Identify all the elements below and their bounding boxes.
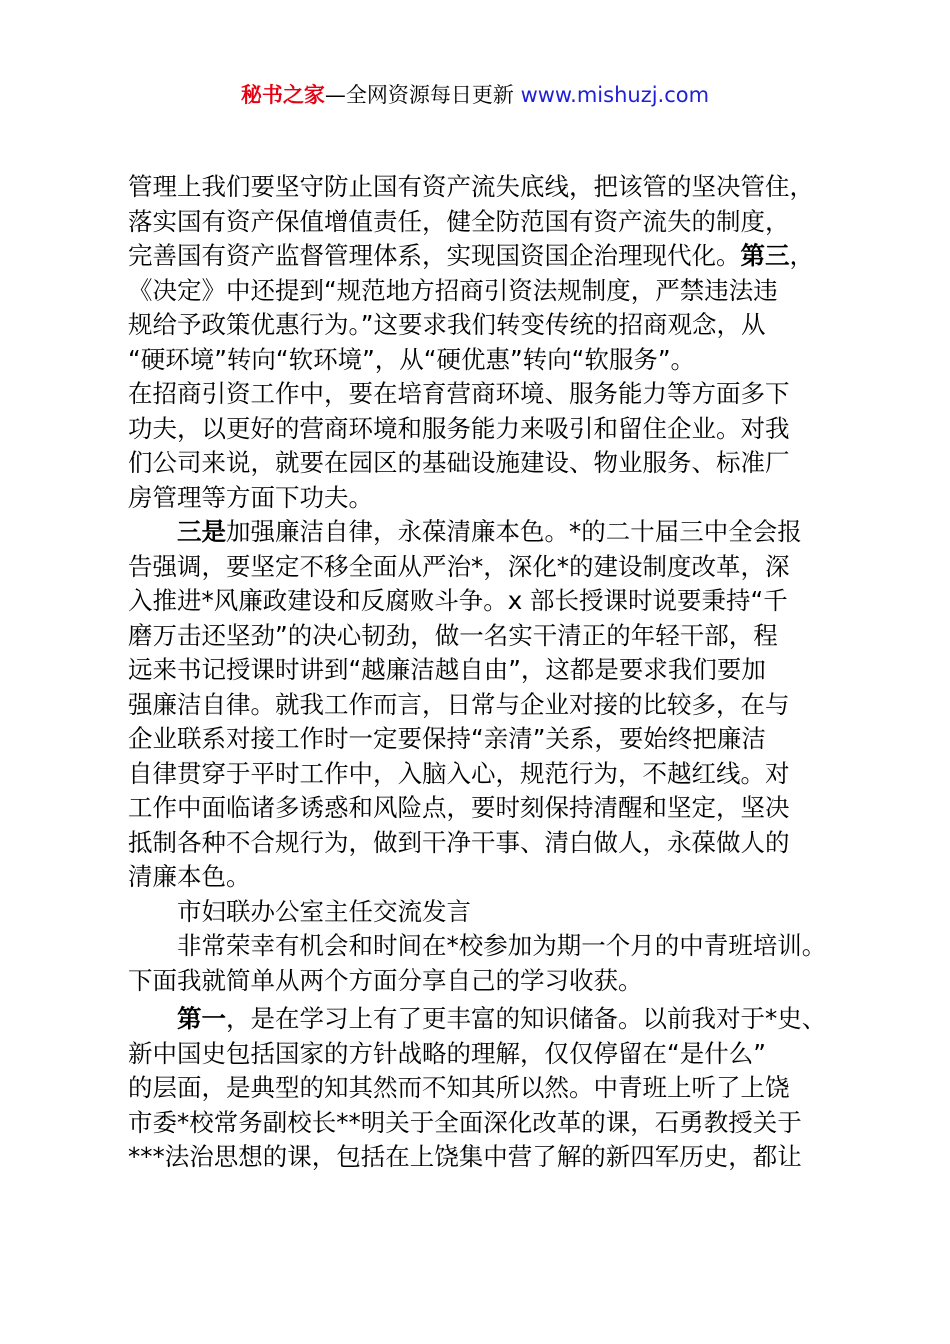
text-run: 完善国有资产监督管理体系，实现国资国企治理现代化。: [128, 241, 741, 270]
section-marker: 第一: [177, 1004, 226, 1033]
text-line: 强廉洁自律。就我工作而言，日常与企业对接的比较多，在与: [128, 689, 790, 719]
text-line: 抵制各种不合规行为，做到干净干事、清白做人，永葆做人的: [128, 827, 790, 857]
header-slogan: —全网资源每日更新: [324, 83, 521, 107]
text-line: “硬环境”转向“软环境”，从“硬优惠”转向“软服务”。: [128, 344, 696, 374]
text-line: 的层面，是典型的知其然而不知其所以然。中青班上听了上饶: [128, 1073, 790, 1102]
section-marker: 三是: [177, 517, 226, 546]
text-line: 规给予政策优惠行为。”这要求我们转变传统的招商观念，从: [128, 310, 766, 339]
text-line: 磨万击还坚劲”的决心韧劲，做一名实干清正的年轻干部，程: [128, 620, 778, 650]
text-line: [128, 515, 833, 550]
text-line: 们公司来说，就要在园区的基础设施建设、物业服务、标准厂: [128, 448, 790, 477]
text-line: 非常荣幸有机会和时间在*校参加为期一个月的中青班培训。: [177, 931, 827, 960]
text-line: 下面我就简单从两个方面分享自己的学习收获。: [128, 965, 643, 995]
section-heading: 市妇联办公室主任交流发言: [177, 896, 471, 926]
text-run: 加强廉洁自律，永葆清廉本色。*的二十届三中全会报: [226, 517, 802, 546]
text-line: 企业联系对接工作时一定要保持“亲清”关系，要始终把廉洁: [128, 724, 766, 753]
website-link[interactable]: www.mishuzj.com: [520, 83, 710, 107]
text-line: 落实国有资产保值增值责任，健全防范国有资产流失的制度，: [128, 206, 790, 236]
document-body: [128, 170, 833, 1175]
text-run: ，是在学习上有了更丰富的知识储备。以前我对于*史、: [226, 1004, 827, 1033]
text-line: 《决定》中还提到“规范地方招商引资法规制度，严禁违法违: [128, 275, 778, 305]
brand-name: 秘书之家: [240, 83, 325, 107]
text-line: 房管理等方面下功夫。: [128, 482, 373, 512]
text-run: ，: [789, 241, 814, 270]
text-line: 入推进*风廉政建设和反腐败斗争。x 部长授课时说要秉持“千: [128, 586, 788, 615]
page-header: [0, 80, 950, 110]
text-line: [128, 1002, 833, 1037]
text-line: 功夫，以更好的营商环境和服务能力来吸引和留住企业。对我: [128, 413, 790, 443]
text-line: 远来书记授课时讲到“越廉洁越自由”，这都是要求我们要加: [128, 655, 766, 684]
text-line: 市委*校常务副校长**明关于全面深化改革的课，石勇教授关于: [128, 1107, 802, 1137]
text-line: 告强调，要坚定不移全面从严治*，深化*的建设制度改革，深: [128, 551, 790, 581]
text-line: ***法治思想的课，包括在上饶集中营了解的新四军历史，都让: [128, 1142, 802, 1171]
text-line: 自律贯穿于平时工作中，入脑入心，规范行为，不越红线。对: [128, 758, 790, 788]
text-line: 清廉本色。: [128, 862, 251, 891]
text-line: 管理上我们要坚守防止国有资产流失底线，把该管的坚决管住，: [128, 172, 814, 201]
text-line: 工作中面临诸多诱惑和风险点，要时刻保持清醒和坚定，坚决: [128, 793, 790, 822]
text-line: 新中国史包括国家的方针战略的理解，仅仅停留在“是什么”: [128, 1038, 766, 1068]
text-line: 在招商引资工作中，要在培育营商环境、服务能力等方面多下: [128, 379, 790, 408]
text-line: [128, 239, 833, 274]
section-marker: 第三: [740, 241, 790, 270]
